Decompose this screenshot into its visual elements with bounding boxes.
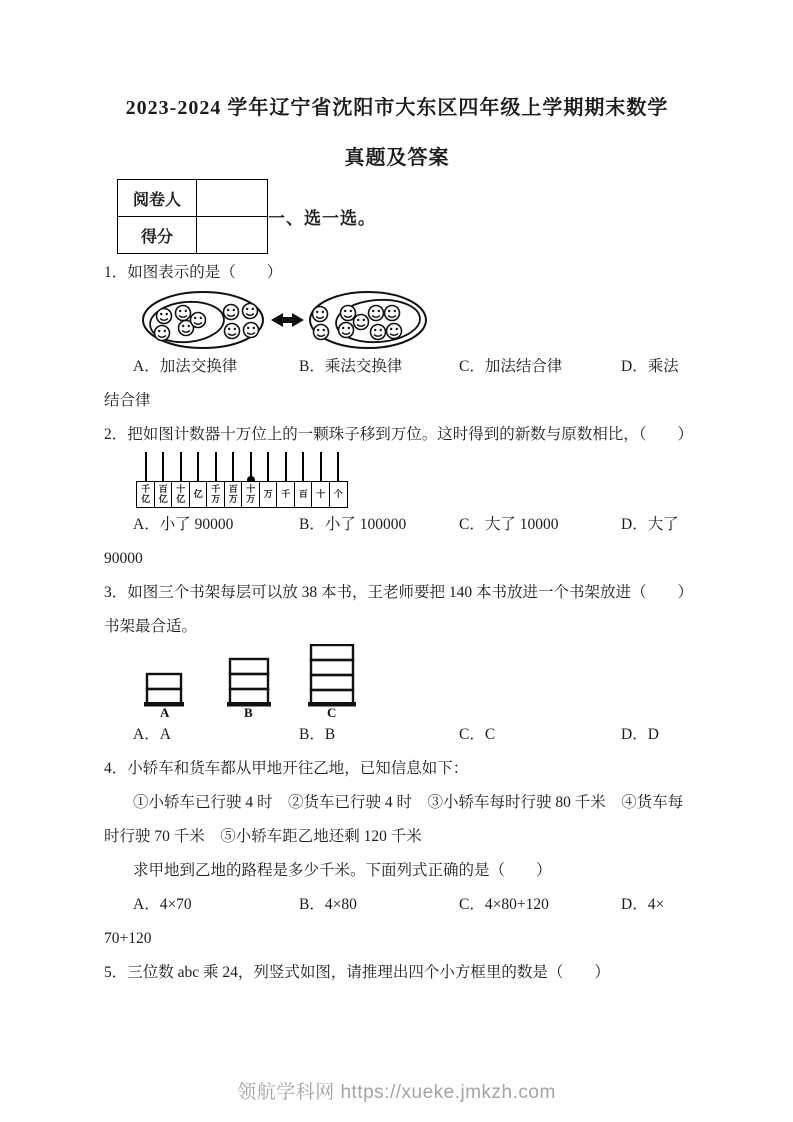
associative-law-diagram-image bbox=[140, 290, 430, 350]
option-c: C．加法结合律 bbox=[459, 358, 563, 375]
counter-column-with-bead bbox=[242, 452, 260, 508]
score-table bbox=[117, 179, 268, 254]
counter-rod bbox=[302, 452, 304, 484]
question-2-options bbox=[104, 508, 690, 542]
question-3-text: 3．如图三个书架每层可以放 38 本书，王老师要把 140 本书放进一个书架放进（ ）书架最合适。 bbox=[104, 584, 686, 635]
place-value-label: 亿 bbox=[189, 481, 208, 508]
counter-column bbox=[137, 452, 155, 508]
question-2-text: 2．把如图计数器十万位上的一颗珠子移到万位。这时得到的新数与原数相比，（ ） bbox=[104, 426, 694, 443]
score-blank-cell bbox=[197, 217, 268, 254]
option-a: A．4×70 bbox=[133, 896, 192, 913]
grader-blank-cell bbox=[197, 180, 268, 217]
counter-column bbox=[330, 452, 348, 508]
counter-column bbox=[155, 452, 173, 508]
place-value-label: 十亿 bbox=[171, 481, 190, 508]
section-title: 一、选一选。 bbox=[268, 209, 376, 228]
place-value-label: 千 bbox=[276, 481, 295, 508]
counter-rod bbox=[232, 452, 234, 484]
score-table-row bbox=[117, 179, 690, 254]
place-value-label: 十 bbox=[311, 481, 330, 508]
question-1-option-d-wrap: 结合律 bbox=[104, 392, 151, 409]
option-a: A．小了 90000 bbox=[133, 516, 234, 533]
option-c: C．大了 10000 bbox=[459, 516, 559, 533]
watermark-footer: 领航学科网 https://xueke.jmkzh.com bbox=[237, 1082, 556, 1103]
shelf-label-c: C bbox=[327, 705, 337, 718]
counter-column bbox=[295, 452, 313, 508]
shelf-label-b: B bbox=[244, 705, 253, 718]
question-4-info: ①小轿车已行驶 4 时 ②货车已行驶 4 时 ③小轿车每时行驶 80 千米 ④货车每时行驶 70 千米 ⑤小轿车距乙地还剩 120 千米 bbox=[104, 794, 684, 845]
counter-column bbox=[260, 452, 278, 508]
counter-rod bbox=[267, 452, 269, 484]
counter-rod bbox=[180, 452, 182, 484]
counter-column bbox=[172, 452, 190, 508]
shelf-label-a: A bbox=[160, 705, 170, 718]
counter-rod bbox=[337, 452, 339, 484]
option-b: B．小了 100000 bbox=[299, 516, 407, 533]
question-5-text: 5．三位数 abc 乘 24，列竖式如图，请推理出四个小方框里的数是（ ） bbox=[104, 964, 610, 981]
question-4-options bbox=[104, 888, 690, 922]
option-d: D．4× bbox=[621, 896, 665, 913]
bookshelves-image bbox=[135, 644, 375, 718]
option-d: D．D bbox=[621, 726, 659, 743]
counting-device-image bbox=[137, 452, 690, 508]
place-value-label: 个 bbox=[329, 481, 348, 508]
option-a: A．加法交换律 bbox=[133, 358, 238, 375]
place-value-label: 千万 bbox=[206, 481, 225, 508]
counter-rod bbox=[320, 452, 322, 484]
place-value-label: 千亿 bbox=[136, 481, 155, 508]
counter-column bbox=[190, 452, 208, 508]
place-value-label: 万 bbox=[259, 481, 278, 508]
option-c: C．4×80+120 bbox=[459, 896, 549, 913]
counter-rod bbox=[162, 452, 164, 484]
counter-rod bbox=[197, 452, 199, 484]
counter-rod bbox=[215, 452, 217, 484]
page-title-line2: 真题及答案 bbox=[344, 147, 450, 169]
counter-column bbox=[312, 452, 330, 508]
option-b: B．乘法交换律 bbox=[299, 358, 403, 375]
counter-column bbox=[207, 452, 225, 508]
question-4-ask: 求甲地到乙地的路程是多少千米。下面列式正确的是（ ） bbox=[133, 862, 552, 879]
option-d: D．大了 bbox=[621, 516, 679, 533]
option-a: A．A bbox=[133, 726, 171, 743]
option-d: D．乘法 bbox=[621, 358, 679, 375]
question-4-text: 4．小轿车和货车都从甲地开往乙地，已知信息如下： bbox=[104, 760, 469, 777]
question-2-option-d-wrap: 90000 bbox=[104, 550, 143, 567]
question-1-options bbox=[104, 350, 690, 384]
double-arrow-icon bbox=[271, 313, 304, 327]
counter-column bbox=[225, 452, 243, 508]
place-value-label: 百万 bbox=[224, 481, 243, 508]
option-b: B．B bbox=[299, 726, 336, 743]
place-value-label: 百亿 bbox=[154, 481, 173, 508]
option-c: C．C bbox=[459, 726, 496, 743]
counter-rod bbox=[145, 452, 147, 484]
place-value-label: 十万 bbox=[241, 481, 260, 508]
page-content bbox=[104, 0, 694, 990]
question-1-text: 1．如图表示的是（ ） bbox=[104, 264, 283, 281]
counter-rod bbox=[285, 452, 287, 484]
page-title-line1: 2023-2024 学年辽宁省沈阳市大东区四年级上学期期末数学 bbox=[125, 97, 669, 119]
question-3-options bbox=[104, 718, 690, 752]
place-value-label: 百 bbox=[294, 481, 313, 508]
option-b: B．4×80 bbox=[299, 896, 357, 913]
counter-column bbox=[277, 452, 295, 508]
question-4-option-d-wrap: 70+120 bbox=[104, 930, 152, 947]
score-label-cell: 得分 bbox=[118, 217, 197, 254]
grader-label-cell: 阅卷人 bbox=[118, 180, 197, 217]
